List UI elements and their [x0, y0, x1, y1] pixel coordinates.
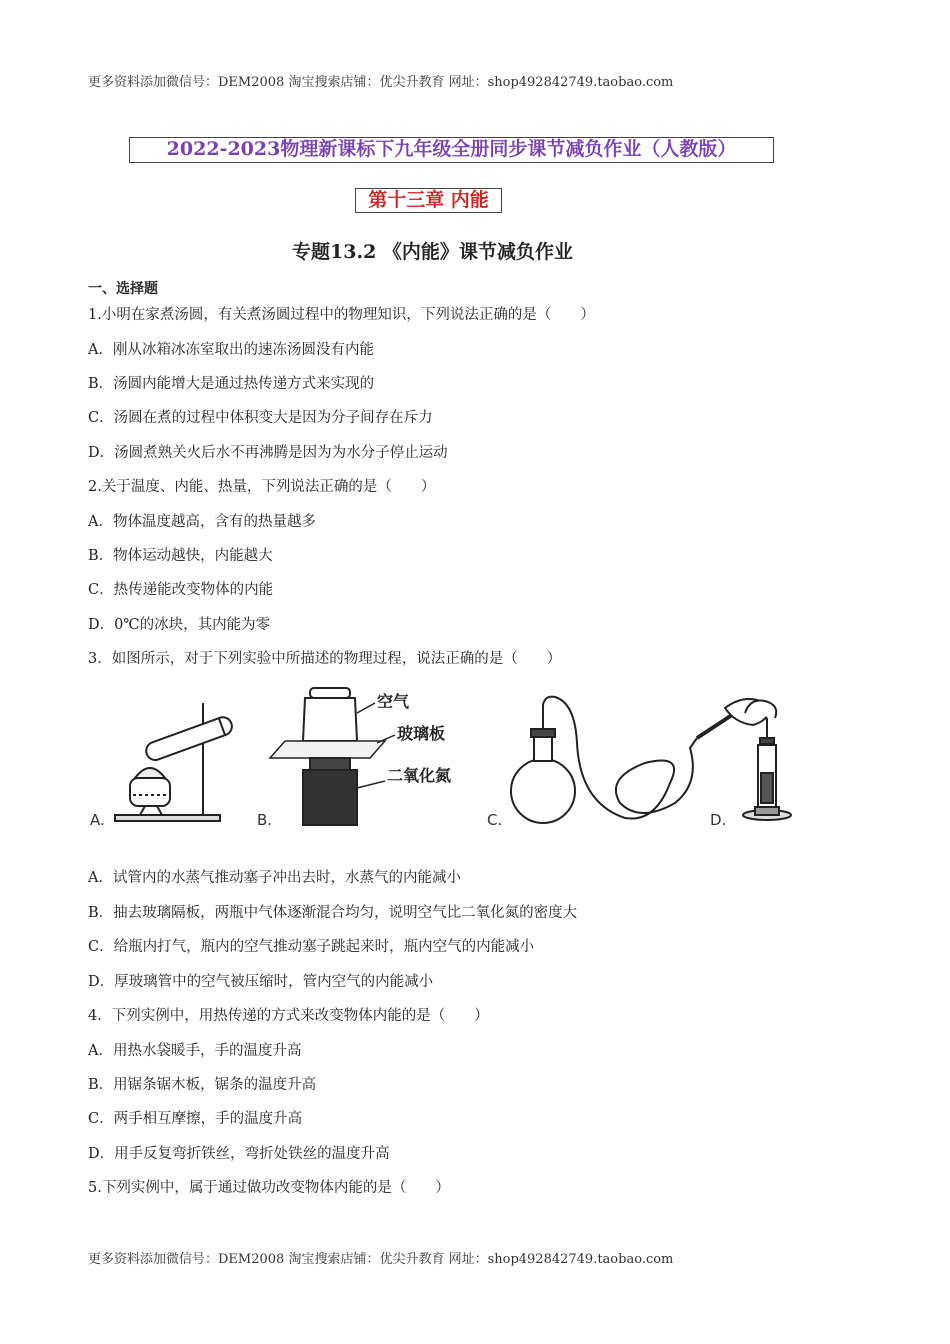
question-3-option-c: C．给瓶内打气，瓶内的空气推动塞子跳起来时，瓶内空气的内能减小 [88, 939, 535, 955]
question-4-option-b: B．用锯条锯木板，锯条的温度升高 [88, 1077, 317, 1093]
question-3-option-a: A．试管内的水蒸气推动塞子冲出去时，水蒸气的内能减小 [88, 870, 461, 886]
question-3-option-b: B．抽去玻璃隔板，两瓶中气体逐渐混合均匀，说明空气比二氧化氮的密度大 [88, 905, 578, 921]
page-header: 更多资料添加微信号：DEM2008 淘宝搜索店铺：优尖升教育 网址：shop492842749.taobao.com [88, 75, 674, 90]
question-2-option-c: C．热传递能改变物体的内能 [88, 582, 274, 598]
figure-b-air-label: 空气 [377, 692, 410, 711]
figure-a-test-tube-apparatus [115, 703, 234, 821]
section-heading: 一、选择题 [88, 281, 158, 297]
question-2-stem: 2.关于温度、内能、热量，下列说法正确的是（ ） [88, 479, 436, 495]
question-1-stem: 1.小明在家煮汤圆，有关煮汤圆过程中的物理知识，下列说法正确的是（ ） [88, 307, 595, 323]
question-4-stem: 4．下列实例中，用热传递的方式来改变物体内能的是（ ） [88, 1008, 489, 1024]
question-4-option-c: C．两手相互摩擦，手的温度升高 [88, 1111, 303, 1127]
figure-label-d: D. [710, 811, 727, 829]
figure-label-c: C. [487, 811, 503, 829]
question-2-option-b: B．物体运动越快，内能越大 [88, 548, 273, 564]
question-5-stem: 5.下列实例中，属于通过做功改变物体内能的是（ ） [88, 1180, 450, 1196]
topic-title: 专题13.2 《内能》课节减负作业 [292, 241, 573, 263]
question-4-option-d: D．用手反复弯折铁丝，弯折处铁丝的温度升高 [88, 1146, 390, 1162]
figure-b-glass-label: 玻璃板 [397, 724, 446, 743]
figure-b-no2-label: 二氧化氮 [387, 766, 452, 785]
question-3-option-d: D．厚玻璃管中的空气被压缩时，管内空气的内能减小 [88, 974, 434, 990]
experiment-figure [85, 683, 805, 833]
document-title: 2022-2023物理新课标下九年级全册同步课节减负作业（人教版） [129, 137, 774, 163]
question-1-option-b: B．汤圆内能增大是通过热传递方式来实现的 [88, 376, 375, 392]
figure-label-a: A. [90, 811, 105, 829]
question-3-stem: 3．如图所示，对于下列实验中所描述的物理过程，说法正确的是（ ） [88, 651, 562, 667]
question-2-option-a: A．物体温度越高，含有的热量越多 [88, 514, 316, 530]
figure-c-flask-pump [511, 697, 768, 823]
question-1-option-a: A．刚从冰箱冰冻室取出的速冻汤圆没有内能 [88, 342, 374, 358]
question-2-option-d: D．0℃的冰块，其内能为零 [88, 617, 271, 633]
question-1-option-d: D．汤圆煮熟关火后水不再沸腾是因为为水分子停止运动 [88, 445, 448, 461]
question-1-option-c: C．汤圆在煮的过程中体积变大是因为分子间存在斥力 [88, 410, 433, 426]
page-footer: 更多资料添加微信号：DEM2008 淘宝搜索店铺：优尖升教育 网址：shop492842749.taobao.com [88, 1252, 674, 1267]
chapter-title: 第十三章 内能 [355, 188, 502, 213]
question-4-option-a: A．用热水袋暖手，手的温度升高 [88, 1043, 302, 1059]
figure-label-b: B. [257, 811, 273, 829]
